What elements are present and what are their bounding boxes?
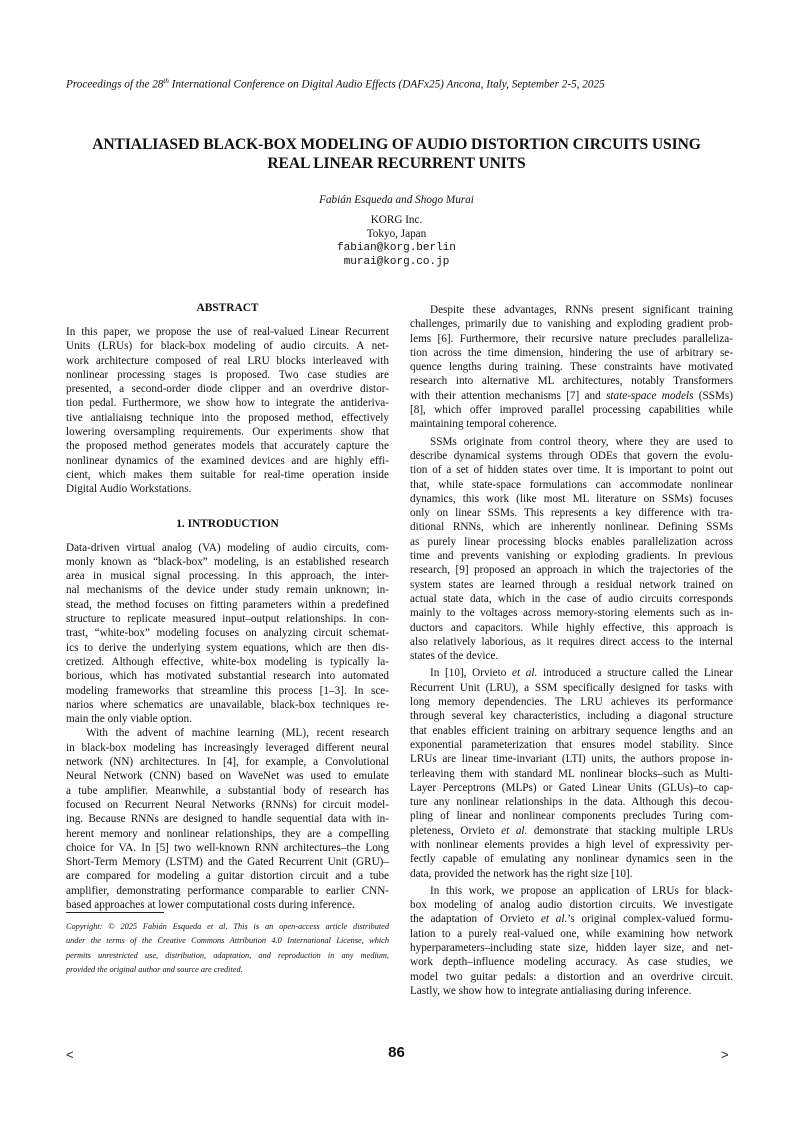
text-line: Recurrent Unit (LRU), a SSM specifically designed for tasks with [410,681,733,694]
running-head-prefix: Proceedings of the 28 [66,78,164,91]
text-line: tion across the time dimension, hindering the use of arbitrary se- [410,346,733,359]
text-line: ductors and capacitors. While highly effective, this approach is [410,621,733,634]
intro-paragraph-1 [66,541,389,727]
text-line: Neural Network (CNN) based on WaveNet was used to emulate [66,770,389,783]
text-line: pleteness, Orvieto et al. demonstrate that stacking multiple LRUs [410,824,733,837]
text-line: as purely linear processing blocks enables parallelization across [410,535,733,548]
text-line: Despite these advantages, RNNs present significant training [430,304,733,316]
text-line: maintaining temporal coherence. [410,418,557,431]
location: Tokyo, Japan [366,228,427,240]
text-line: through several key characteristics, including a diagonal structure [410,710,733,723]
text-line: In [10], Orvieto et al. introduced a structure called the Linear [430,667,734,680]
text-line: states of the device. [410,650,499,663]
text-line: in black-box modeling has increasingly leveraged different neural [66,741,389,754]
paragraph-rnn-challenges [410,303,733,432]
authors: Fabián Esqueda and Shogo Murai [319,194,474,206]
text-line: network (NN) architectures. In [4], for example, a Convolutional [66,756,389,769]
text-line: work architecture composed of real LRU blocks interleaved with [66,354,389,367]
left-column [66,301,389,912]
text-line: exponential parameterization that ensures model stability. Since [410,738,733,751]
text-line: tive antialiaisng technique into the proposed method, effectively [66,411,389,424]
text-line: structure to replicate measured input–output relationships. In con- [66,613,389,626]
text-line: amplifier, demonstrating performance comparable to earlier CNN- [66,884,389,897]
running-head-suffix: International Conference on Digital Audio Effects (DAFx25) Ancona, Italy, September 2-5, 2025 [168,78,605,91]
text-line: dynamics, this work (like most ML literature on SSMs) focuses [410,492,733,505]
title-line: ANTIALIASED BLACK-BOX MODELING OF AUDIO DISTORTION CIRCUITS USING [92,136,701,153]
text-line: actual state data, which in the case of audio circuits corresponds [410,592,733,605]
paragraph-this-work [410,884,733,998]
page-number: 86 [388,1044,405,1061]
text-line: In this paper, we propose the use of real-valued Linear Recurrent [66,326,389,338]
right-column [410,303,733,998]
text-line: research into alternative ML architectures, notably Transformers [410,375,733,388]
text-line: that, while state-space formulations can accommodate nonlinear [410,478,733,491]
text-line: quence lengths during training. These constraints have motivated [410,361,733,374]
text-line: only on linear SSMs. This represents a key difference with tra- [410,507,733,520]
text-line: terleaving them with standard ML nonlinear blocks–such as Multi- [410,767,733,780]
text-line: With the advent of machine learning (ML), recent research [86,727,389,740]
text-line: also relatively laborious, as it requires direct access to the internal [410,635,733,648]
text-line: tion of a set of hidden states over time. It is important to point out [410,464,733,477]
text-line: Layer Perceptrons (MLPs) or Gated Linear Units (GLUs)–to cap- [410,781,733,794]
text-line: Units (LRUs) for black-box modeling of audio circuits. A net- [66,340,389,353]
text-line: the proposed method generates models that accurately capture the [66,440,389,453]
text-line: herent memory and nonlinear relationships, they are a compelling [66,827,389,840]
text-line: Lastly, we show how to integrate antialiasing during inference. [410,984,692,997]
abstract-body [66,325,389,497]
paragraph-lru [410,666,733,880]
text-line: system states are learned through a residual network trained on [410,578,733,591]
text-line: model two guitar pedals: a distortion and an overdrive circuit. [410,970,733,983]
introduction-heading: 1. INTRODUCTION [176,517,279,530]
text-line: main the only viable option. [66,713,192,726]
text-line: based approaches at lower computational costs during inference. [66,898,355,911]
text-line: nonlinear dynamics of the examined devices and are highly effi- [66,454,389,467]
text-line: Copyright: © 2025 Fabián Esqueda et al. This is an open-access article distributed [66,922,389,931]
text-line: lation to a purely real-valued one, while examining how network [410,927,733,940]
affiliation: KORG Inc. [370,214,423,226]
text-line: permits unrestricted use, distribution, adaptation, and reproduction in any medium, [66,950,389,960]
text-line: SSMs originate from control theory, where they are used to [430,435,733,448]
text-line: with nonlinear elements provides a high level of expressivity per- [410,838,733,851]
text-line: stead, the method focuses on fitting parameters within a predefined [66,598,389,611]
text-line: research, [9] proposed an approach in which the trajectories of the [410,564,733,577]
text-line: pling of linear and nonlinear components precludes Turing com- [410,810,733,823]
text-line: under the terms of the Creative Commons Attribution 4.0 International License, which [66,936,389,946]
footnote-rule [66,912,164,913]
text-line: ditional RNNs, which are inherently nonlinear. Defining SSMs [410,521,733,534]
text-line: trast, “white-box” modeling focuses on analyzing circuit schemat- [66,627,389,640]
text-line: LRUs are linear time-invariant (LTI) units, the authors propose in- [410,753,733,766]
text-line: [8], which offer improved parallel processing capabilities while [410,404,733,417]
text-line: ing. Because RNNs are designed to handle sequential data with in- [66,813,389,826]
text-line: cretized. Although effective, white-box modeling is typically la- [66,655,389,668]
text-line: work depth–influence modeling accuracy. As case studies, we [410,956,733,969]
text-line: monly known as “black-box” modeling, is an established research [66,555,389,568]
text-line: nonlinear processing stages is proposed. Two case studies are [66,368,389,381]
running-head [66,77,605,91]
text-line: lems [6]. Furthermore, their recursive nature precludes paralleliza- [410,332,733,345]
email-link[interactable]: murai@korg.co.jp [343,256,450,268]
text-line: choice for VA. In [5] two well-known RNN architectures–the Long [66,841,389,854]
text-line: area in musical signal processing. In this approach, the inter- [66,570,389,583]
text-line: presented, a second-order diode clipper and an overdrive distor- [66,383,389,396]
text-line: describe dynamical systems through ODEs that govern the evolu- [410,449,733,462]
text-line: mainly to the voltages across memory-storing elements such as in- [410,607,733,620]
paragraph-ssm [410,435,733,664]
text-line: are compared for modeling a guitar distortion circuit and a tube [66,870,389,883]
text-line: Digital Audio Workstations. [66,483,192,496]
text-line: ture any nonlinear relationships in the data. Although this decou- [410,796,733,809]
text-line: Data-driven virtual analog (VA) modeling of audio circuits, com- [66,541,389,554]
text-line: provided the original author and source are credited. [66,964,243,974]
next-page-button[interactable]: > [721,1047,729,1062]
title-line: REAL LINEAR RECURRENT UNITS [267,155,526,172]
previous-page-button[interactable]: < [66,1047,74,1062]
text-line: modeling frameworks that streamline this process [1–3]. In sce- [66,684,389,697]
copyright-notice [66,920,389,977]
text-line: Short-Term Memory (LSTM) and the Gated Recurrent Unit (GRU)– [66,856,389,869]
text-line: challenges, primarily due to vanishing and exploding gradient prob- [410,318,733,331]
intro-paragraph-2 [66,726,389,912]
text-line: narios where schematics are unavailable, black-box techniques re- [66,698,389,711]
text-line: time and prevents vanishing or exploding gradients. In previous [410,550,733,563]
text-line: tion pedal. Furthermore, we show how to integrate the antideriva- [66,397,389,410]
paper-title [0,135,793,173]
text-line: focused on Recurrent Neural Networks (RNNs) for circuit model- [66,798,389,811]
running-head-ordinal: th [163,77,169,85]
affiliation-block [0,213,793,269]
abstract-heading: ABSTRACT [196,302,259,314]
text-line: that enables efficient training on arbitrary sequence lengths and an [410,724,733,737]
email-link[interactable]: fabian@korg.berlin [337,242,456,254]
text-line: a tube amplifier. Meanwhile, a substantial body of research has [66,784,389,797]
text-line: nal mechanisms of the device under study remain unknown; in- [66,584,389,597]
text-line: cient, which makes them suitable for real-time operation inside [66,468,389,481]
text-line: box modeling of analog audio distortion circuits. We investigate [410,899,733,912]
text-line: long memory dependencies. The LRU achieves its performance [410,696,733,709]
text-line: the adaptation of Orvieto et al.’s original complex-valued formu- [410,913,733,926]
text-line: hyperparameters–including state size, hidden layer size, and net- [410,942,733,955]
text-line: borious, which has motivated substantial research into automated [66,670,389,683]
text-line: ics to derive the underlying system equations, which are then dis- [66,641,389,654]
text-line: with their attention mechanisms [7] and state-space models (SSMs) [410,389,733,402]
text-line: lowering oversampling requirements. Our experiments show that [66,426,389,439]
text-line: data, provided the network has the right size [10]. [410,867,633,880]
text-line: In this work, we propose an application of LRUs for black- [430,884,733,897]
text-line: fectly capable of emulating any nonlinear dynamics seen in the [410,853,733,866]
